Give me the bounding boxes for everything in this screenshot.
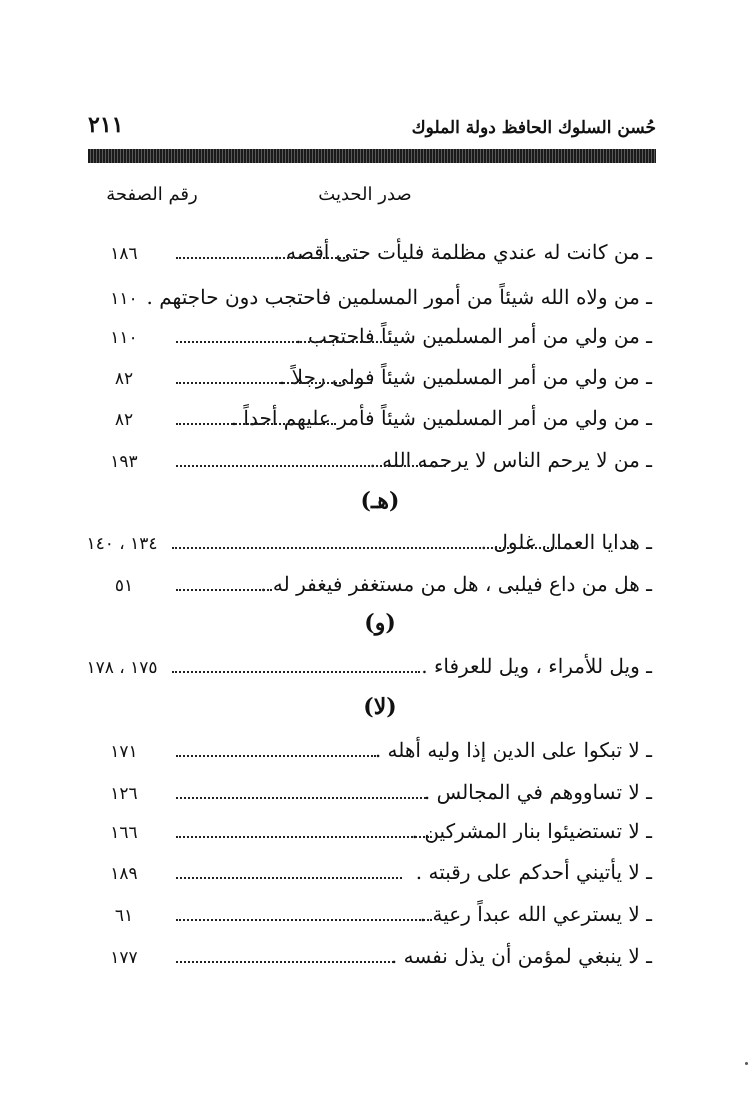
hadith-text: ـ هدايا العمال غلول . xyxy=(480,530,652,554)
index-row xyxy=(80,898,652,938)
index-row xyxy=(80,236,652,276)
index-row xyxy=(80,815,652,855)
leader-dots xyxy=(176,253,364,259)
hadith-text: ـ من كانت له عندي مظلمة فليأت حتى أقصه . xyxy=(273,240,652,264)
page-ref: ١٧١ xyxy=(110,742,138,762)
leader-dots xyxy=(176,337,394,343)
page-ref: ١١٠ xyxy=(110,328,138,348)
scan-speck xyxy=(745,1062,748,1065)
index-row xyxy=(80,320,652,360)
index-row xyxy=(80,526,652,566)
page-number: ٢١١ xyxy=(88,112,124,138)
index-row xyxy=(80,940,652,980)
page-ref: ١١٠ xyxy=(110,289,138,309)
page-header xyxy=(88,112,656,146)
section-heading-ha: (هـ) xyxy=(360,488,400,514)
page-ref: ١٧٧ xyxy=(110,948,138,968)
hadith-text: ـ هل من داع فيلبى ، هل من مستغفر فيغفر له . xyxy=(260,572,652,596)
running-title: حُسن السلوك الحافظ دولة الملوك xyxy=(411,118,656,138)
index-row xyxy=(80,444,652,484)
hadith-text: ـ لا ينبغي لمؤمن أن يذل نفسه . xyxy=(390,944,652,968)
leader-dots xyxy=(172,543,560,549)
page-ref: ١٣٤ ، ١٤٠ xyxy=(86,534,158,554)
section-heading-waw: (و) xyxy=(364,610,396,636)
column-header-page: رقم الصفحة xyxy=(106,184,198,205)
leader-dots xyxy=(176,793,426,799)
hadith-text: ـ لا يسترعي الله عبداً رعية . xyxy=(419,902,652,926)
page-ref: ٨٢ xyxy=(114,410,134,430)
index-row xyxy=(80,734,652,774)
index-row xyxy=(80,402,652,442)
column-header-hadith: صدر الحديث xyxy=(318,184,412,205)
section-heading-la: (لا) xyxy=(363,694,397,720)
index-row xyxy=(80,361,652,401)
leader-dots xyxy=(176,419,336,425)
page-ref: ١٩٣ xyxy=(110,452,138,472)
hadith-text: ـ من ولي من أمر المسلمين شيئاً فأمر عليهم أحداً . xyxy=(230,406,652,430)
hadith-text: ـ من ولي من أمر المسلمين شيئاً فولى رجلاً . xyxy=(278,365,652,389)
leader-dots xyxy=(176,751,376,757)
index-row xyxy=(80,568,652,608)
leader-dots xyxy=(176,873,402,879)
leader-dots xyxy=(176,915,432,921)
page-ref: ١٨٩ xyxy=(110,864,138,884)
index-row xyxy=(80,281,652,321)
leader-dots xyxy=(172,667,420,673)
hadith-text: ـ لا تستضيئوا بنار المشركين . xyxy=(411,819,652,843)
hadith-text: ـ ويل للأمراء ، ويل للعرفاء . xyxy=(421,654,652,678)
page-ref: ١٨٦ xyxy=(110,244,138,264)
leader-dots xyxy=(176,461,446,467)
page-ref: ٨٢ xyxy=(114,369,134,389)
index-row xyxy=(80,856,652,896)
page-ref: ١٧٥ ، ١٧٨ xyxy=(86,658,158,678)
leader-dots xyxy=(176,832,432,838)
hadith-text: ـ من ولاه الله شيئاً من أمور المسلمين فاحتجب دون حاجتهم . xyxy=(146,285,652,309)
hadith-text: ـ من ولي من أمر المسلمين شيئاً فاحتجب . xyxy=(295,324,652,348)
page-ref: ٥١ xyxy=(114,576,134,596)
hadith-text: ـ لا يأتيني أحدكم على رقبته . xyxy=(415,860,652,884)
header-rule xyxy=(88,149,656,163)
leader-dots xyxy=(176,957,394,963)
hadith-text: ـ لا تساووهم في المجالس . xyxy=(423,780,652,804)
index-row xyxy=(80,650,652,690)
hadith-text: ـ من لا يرحم الناس لا يرحمه الله . xyxy=(369,448,652,472)
leader-dots xyxy=(176,585,272,591)
hadith-text: ـ لا تبكوا على الدين إذا وليه أهله . xyxy=(374,738,652,762)
page-ref: ١٢٦ xyxy=(110,784,138,804)
leader-dots xyxy=(176,378,372,384)
index-row xyxy=(80,776,652,816)
page-ref: ٦١ xyxy=(114,906,134,926)
page-ref: ١٦٦ xyxy=(110,823,138,843)
